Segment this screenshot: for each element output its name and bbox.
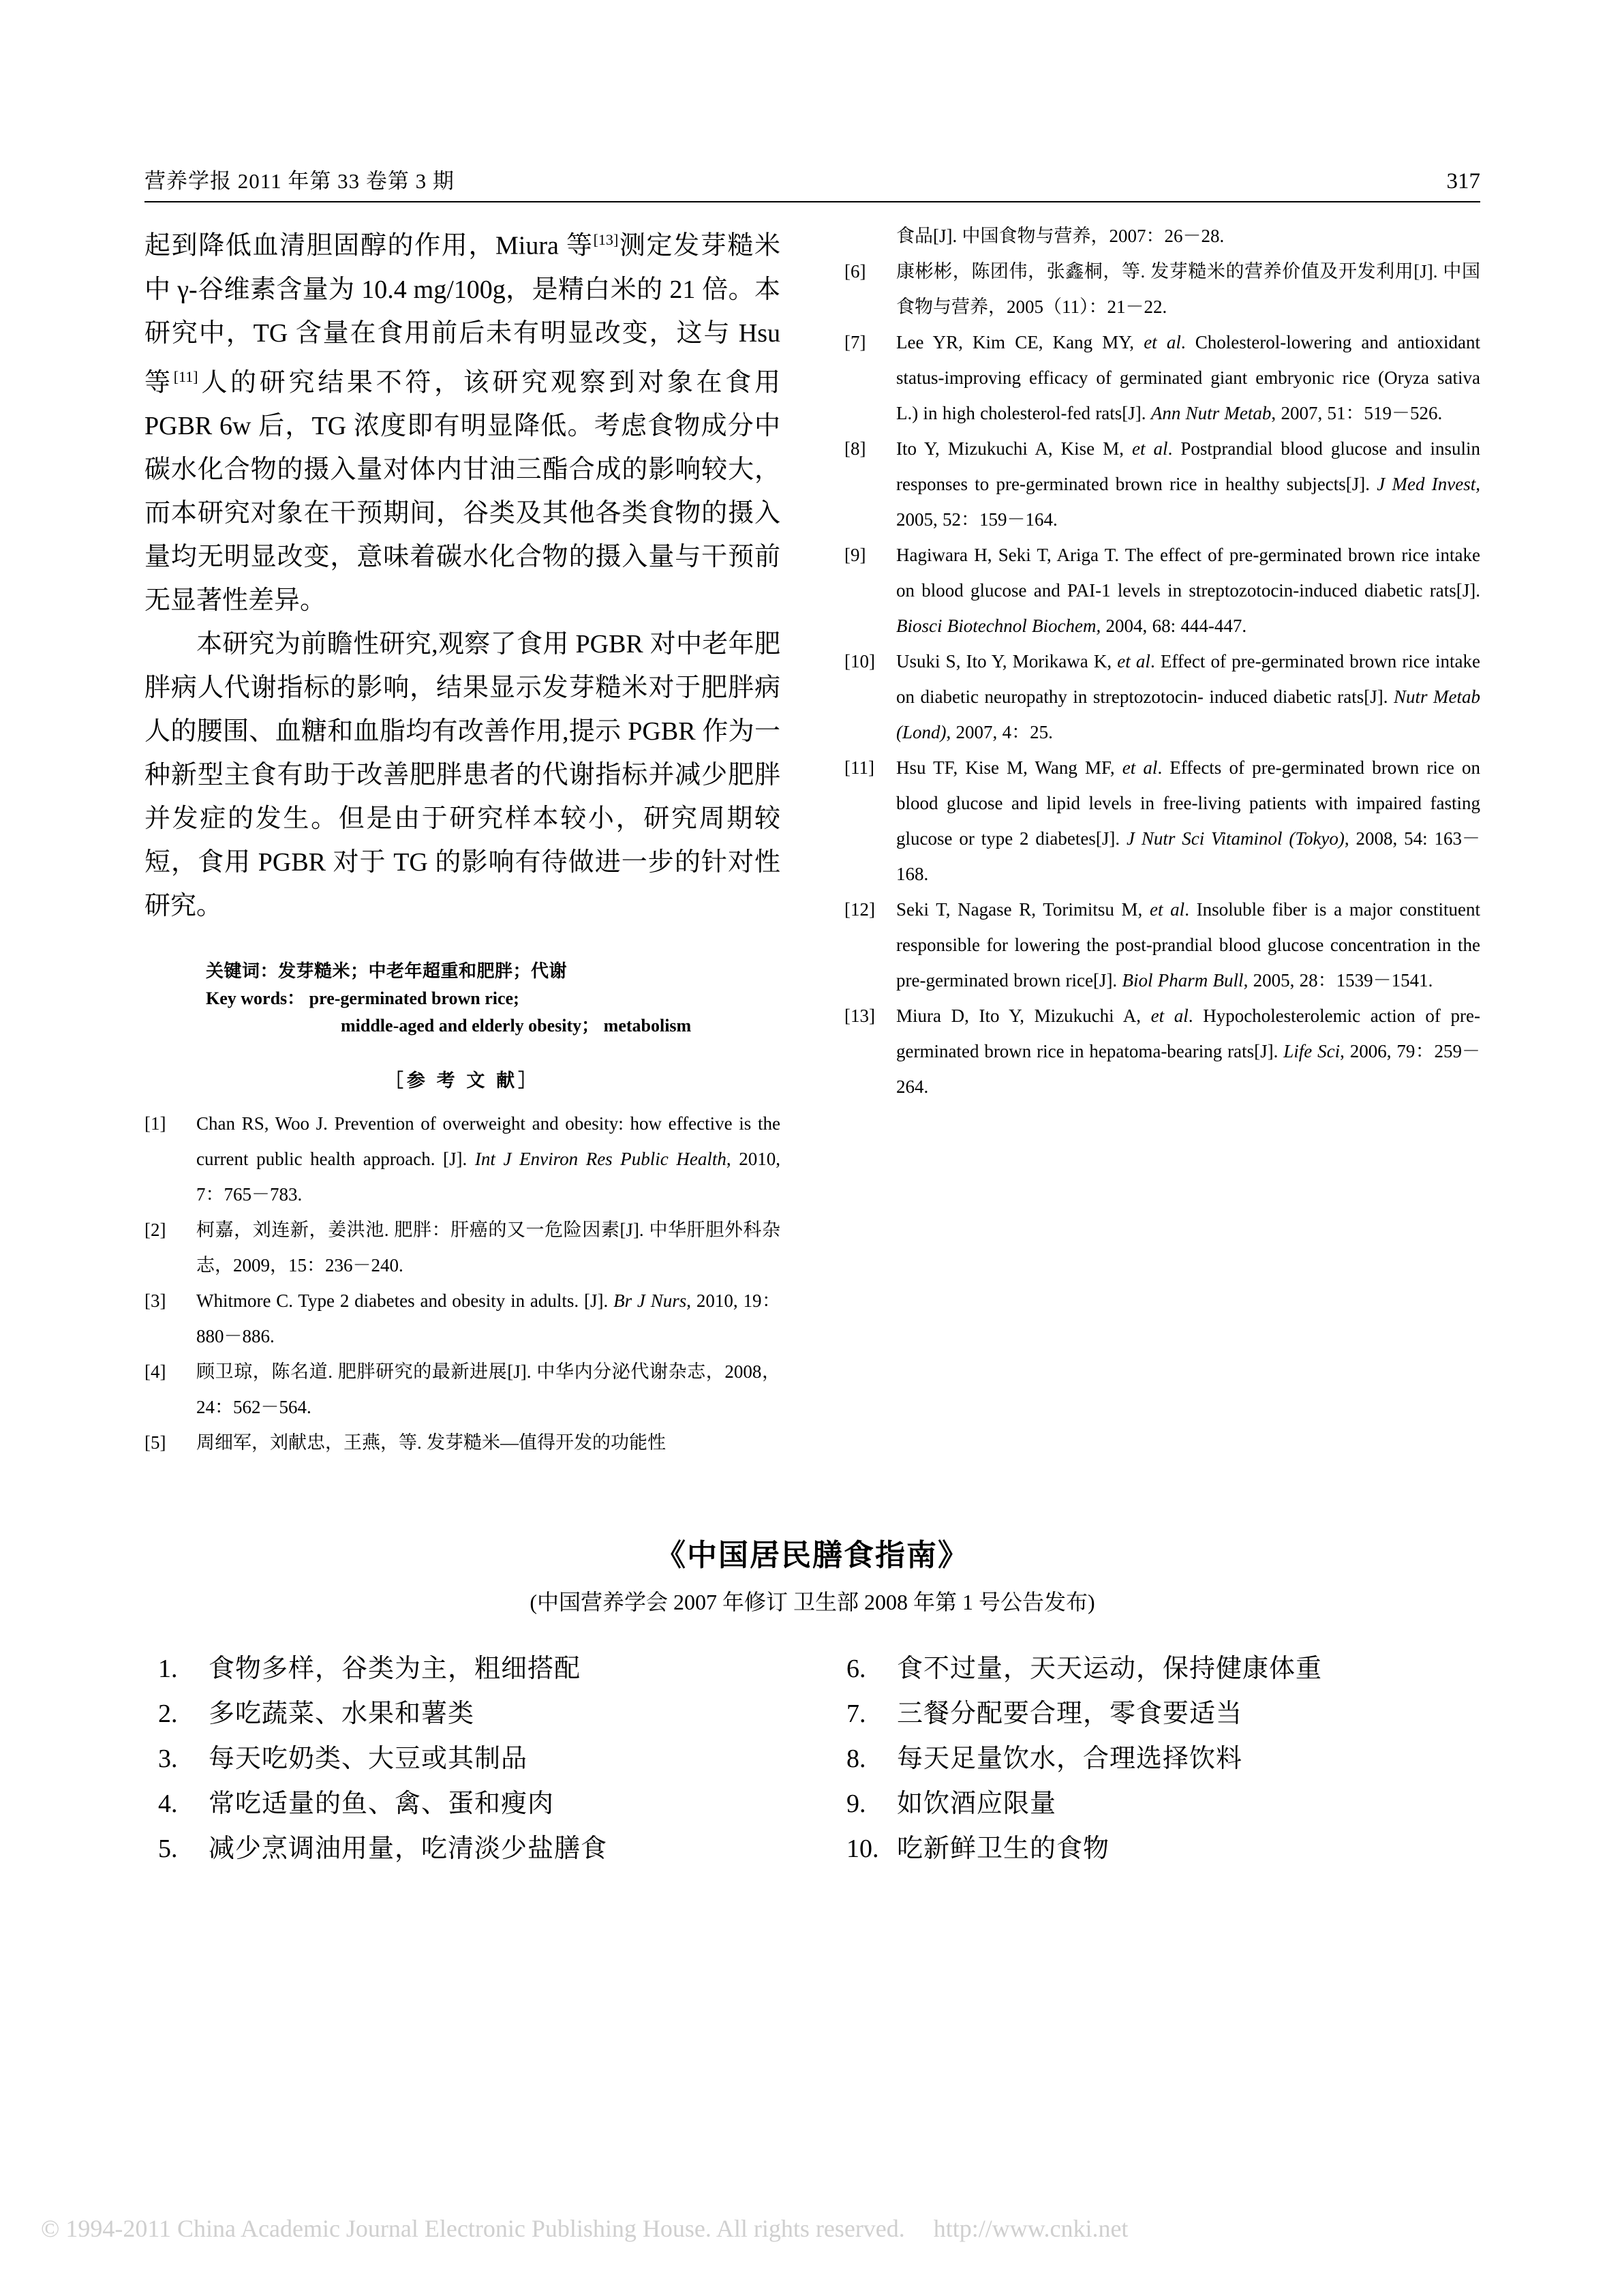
reference-text: 顾卫琼，陈名道. 肥胖研究的最新进展[J]. 中华内分泌代谢杂志，2008，24：562－564. [196,1361,780,1418]
reference-item [144,1283,780,1354]
guideline-item [158,1781,792,1826]
page-header [144,164,1480,202]
reference-number: [9] [844,545,866,565]
reference-item [144,1212,780,1283]
reference-number: [1] [144,1113,166,1134]
guideline-index: 5. [158,1834,178,1863]
reference-text: 食品[J]. 中国食物与营养，2007：26－28. [896,226,1225,246]
guideline-item [158,1691,792,1736]
reference-number: [3] [144,1290,166,1312]
reference-text: Hagiwara H, Seki T, Ariga T. The effect of pre-germinated brown rice intake on blood glucose and PAI-1 levels in streptozotocin-induced diabetic rats[J]. Biosci Biotechnol Biochem, 2004, 68: 444-447. [896,545,1480,636]
reference-text: 康彬彬，陈团伟，张鑫桐，等. 发芽糙米的营养价值及开发利用[J]. 中国食物与营养，2005（11）：21－22. [896,261,1480,317]
reference-number: [5] [144,1432,166,1453]
guideline-text: 三餐分配要合理，零食要适当 [897,1700,1243,1728]
left-column [144,218,780,1460]
keywords-english-line1: Key words： pre-germinated brown rice; [206,988,519,1009]
journal-title-line: 营养学报 2011 年第 33 卷第 3 期 [144,169,455,193]
reference-text: Lee YR, Kim CE, Kang MY, et al. Cholesterol-lowering and antioxidant status-improving efficacy of germinated giant embryonic rice (Oryza sativa L.) in high cholesterol-fed rats[J]. Ann Nutr Metab, 2007, 51：519－526. [896,332,1480,423]
copyright-text: © 1994-2011 China Academic Journal Electronic Publishing House. All rights reserved. [41,2215,905,2242]
reference-item [844,254,1480,324]
keywords-english-line2: middle-aged and elderly obesity； metabolism [341,1016,692,1036]
keywords-chinese: 关键词：发芽糙米；中老年超重和肥胖；代谢 [206,961,568,982]
page-number: 317 [1446,169,1480,194]
reference-item [844,750,1480,892]
reference-text: Usuki S, Ito Y, Morikawa K, et al. Effect of pre-germinated brown rice intake on diabetic neuropathy in streptozotocin- induced diabetic rats[J]. Nutr Metab (Lond), 2007, 4：25. [896,651,1481,742]
guideline-subtitle: (中国营养学会 2007 年修订 卫生部 2008 年第 1 号公告发布) [530,1590,1095,1614]
guideline-item [846,1646,1480,1691]
guideline-item [846,1736,1480,1781]
reference-text: Ito Y, Mizukuchi A, Kise M, et al. Postprandial blood glucose and insulin responses to pre-germinated brown rice in healthy subjects[J]. J Med Invest, 2005, 52：159－164. [896,438,1480,530]
guideline-item [158,1736,792,1781]
guideline-item [158,1826,792,1871]
reference-number: [4] [144,1361,166,1383]
reference-text: 柯嘉，刘连新，姜洪池. 肥胖：肝癌的又一危险因素[J]. 中华肝胆外科杂志，2009，15：236－240. [196,1220,780,1276]
guideline-index: 4. [158,1789,178,1818]
guideline-column-left [158,1646,792,1871]
guideline-item [846,1691,1480,1736]
reference-item [844,537,1480,644]
guideline-index: 2. [158,1700,178,1728]
two-column-body [144,218,1480,1460]
guideline-text: 减少烹调油用量，吃清淡少盐膳食 [209,1834,608,1863]
guideline-text: 食物多样，谷类为主，粗细搭配 [209,1655,581,1683]
dietary-guideline-section [144,1530,1480,1871]
reference-number: [7] [844,332,866,352]
reference-number: [13] [844,1006,875,1026]
guideline-text: 每天足量饮水，合理选择饮料 [897,1744,1243,1773]
reference-text: Chan RS, Woo J. Prevention of overweight and obesity: how effective is the current public health approach. [J]. Int J Environ Res Public Health, 2010, 7：765－783. [196,1113,781,1205]
guideline-text: 多吃蔬菜、水果和薯类 [209,1700,475,1728]
reference-item [144,1354,780,1425]
references-list-left [144,1106,780,1460]
reference-number: [6] [844,261,866,282]
keywords-block [206,958,780,1040]
guideline-item [158,1646,792,1691]
reference-item [844,324,1480,431]
reference-text: Whitmore C. Type 2 diabetes and obesity in adults. [J]. Br J Nurs, 2010, 19：880－886. [196,1290,780,1347]
guideline-columns [144,1646,1480,1871]
guideline-index: 10. [846,1834,879,1863]
citation-ref-11: [11] [173,367,198,385]
guideline-index: 7. [846,1700,866,1728]
reference-text: Seki T, Nagase R, Torimitsu M, et al. Insoluble fiber is a major constituent responsible for lowering the post-prandial blood glucose concentration in the pre-germinated brown rice[J]. Biol Pharm Bull, 2005, 28：1539－1541. [896,899,1480,991]
references-heading: ［参 考 文 献］ [384,1070,540,1091]
guideline-index: 9. [846,1789,866,1818]
reference-item [844,892,1480,998]
reference-item [144,1425,780,1460]
reference-item [844,431,1480,537]
reference-text: Hsu TF, Kise M, Wang MF, et al. Effects of pre-germinated brown rice on blood glucose and lipid levels in free-living patients with impaired fasting glucose or type 2 diabetes[J]. J Nutr Sci Vitaminol (Tokyo), 2008, 54: 163－168. [896,757,1480,884]
guideline-column-right [846,1646,1480,1871]
cnki-url: http://www.cnki.net [933,2215,1129,2242]
guideline-index: 3. [158,1744,178,1773]
footer-watermark [41,2214,1581,2243]
guideline-index: 8. [846,1744,866,1773]
reference-item-continuation [844,218,1480,254]
reference-text: Miura D, Ito Y, Mizukuchi A, et al. Hypocholesterolemic action of pre-germinated brown rice in hepatoma-bearing rats[J]. Life Sci, 2006, 79：259－264. [896,1006,1481,1097]
guideline-item [846,1826,1480,1871]
guideline-index: 1. [158,1655,178,1683]
guideline-title: 《中国居民膳食指南》 [656,1539,969,1572]
reference-number: [10] [844,651,875,671]
citation-ref-13: [13] [593,231,619,248]
body-paragraph-1: 起到降低血清胆固醇的作用，Miura 等[13]测定发芽糙米中 γ-谷维素含量为 10.4 mg/100g，是精白米的 21 倍。本研究中，TG 含量在食用前后未有明显改变，这与 Hsu 等[11]人的研究结果不符，该研究观察到对象在食用 PGBR 6w 后，TG 浓度即有明显降低。考虑食物成分中碳水化合物的摄入量对体内甘油三酯合成的影响较大，而本研究对象在干预期间，谷类及其他各类食物的摄入量均无明显改变，意味着碳水化合物的摄入量与干预前无显著性差异。 [144,231,780,616]
references-list-right [844,218,1480,1104]
reference-item [844,644,1480,750]
body-paragraph-2: 本研究为前瞻性研究,观察了食用 PGBR 对中老年肥胖病人代谢指标的影响，结果显示发芽糙米对于肥胖病人的腰围、血糖和血脂均有改善作用,提示 PGBR 作为一种新型主食有助于改善肥胖患者的代谢指标并减少肥胖并发症的发生。但是由于研究样本较小，研究周期较短，食用 PGBR 对于 TG 的影响有待做进一步的针对性研究。 [144,630,780,921]
reference-item [144,1106,780,1212]
reference-number: [2] [144,1220,166,1241]
guideline-text: 常吃适量的鱼、禽、蛋和瘦肉 [209,1789,555,1818]
reference-number: [12] [844,899,875,920]
guideline-text: 每天吃奶类、大豆或其制品 [209,1744,528,1773]
guideline-text: 食不过量，天天运动，保持健康体重 [897,1655,1323,1683]
reference-text: 周细军，刘献忠，王燕，等. 发芽糙米—值得开发的功能性 [196,1432,667,1453]
reference-number-spacer [844,218,896,254]
guideline-text: 如饮酒应限量 [897,1789,1057,1818]
right-column [844,218,1480,1460]
guideline-text: 吃新鲜卫生的食物 [897,1834,1110,1863]
reference-number: [8] [844,438,866,459]
guideline-index: 6. [846,1655,866,1683]
reference-item [844,998,1480,1104]
guideline-item [846,1781,1480,1826]
reference-number: [11] [844,757,874,778]
